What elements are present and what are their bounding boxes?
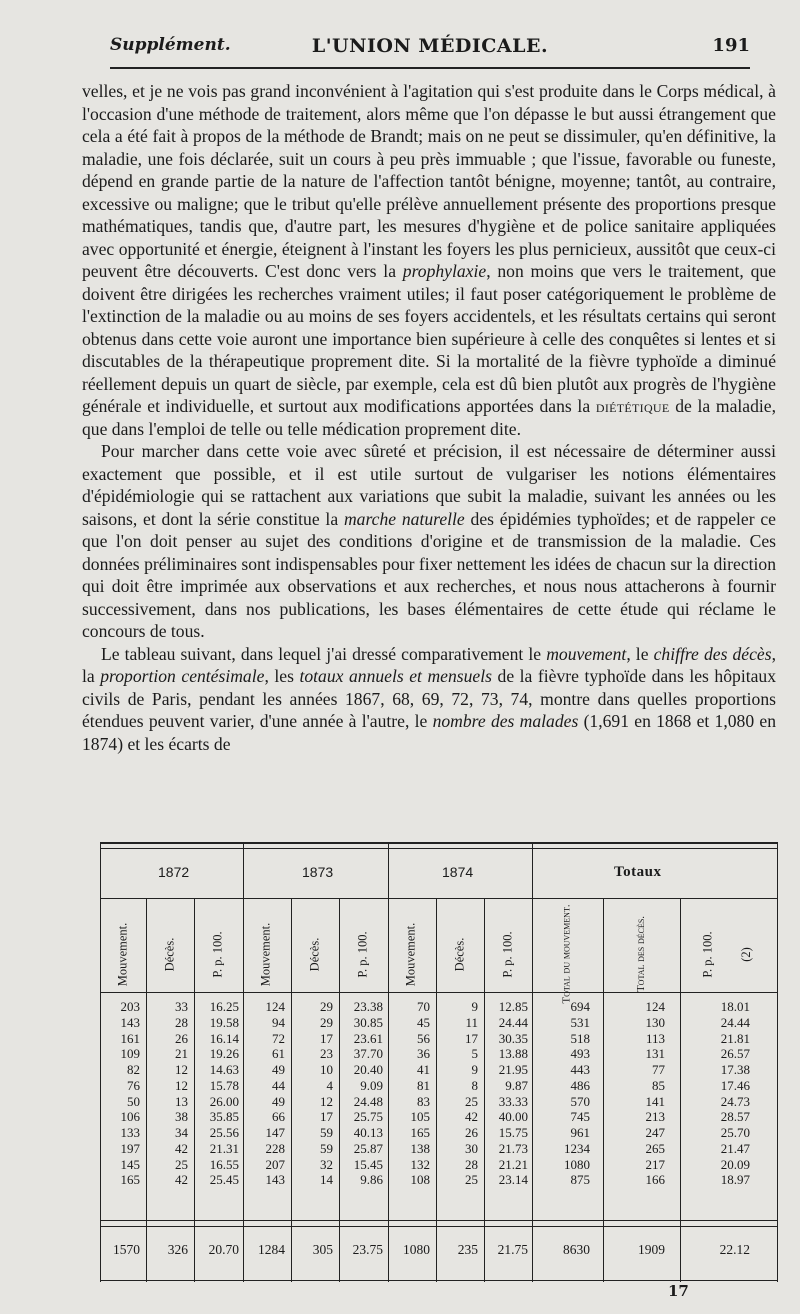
table-row [100, 1125, 778, 1141]
cell-mouvement-1872: 50 [127, 1093, 140, 1109]
cell-pp100-1872: 14.63 [209, 1062, 239, 1077]
table-top-rule-2 [100, 848, 778, 849]
paragraph-1: velles, et je ne vois pas grand inconvénient à l'agitation qui s'est produite dans le Corps médical, à l'occasion d'une méthode de traitement, alors même que l'on dépasse le but aussi étrangement que cela a été fait à propos de la méthode de Brandt; mais on ne peut se dissimuler, qu'en définitive, la maladie, une fois déclarée, suit un cours à peu près immuable ; que l'issue, favorable ou funeste, dépend en grande partie de la nature de l'affection tantôt bénigne, moyenne; tantôt, au contraire, excessive ou maligne; que le tribut qu'elle prélève annuellement présente des proportions presque mathématiques, tandis que, d'autre part, les mesures d'hygiène et de police sanitaire appliquées avec opportunité et énergie, éteignent à l'instant les foyers les plus pernicieux, aussitôt que ceux-ci peuvent être découverts. C'est donc vers la prophylaxie, non moins que vers le traitement, que doivent être dirigées les recherches vraiment utiles; il faut poser catégoriquement le problème de l'extinction de la maladie ou au moins de ses foyers accidentels, et les résultats certains qui seront obtenus dans cette voie auront une importance bien supérieure à celle des conquêtes si lentes et si discutables de la thérapeutique proprement dite. Si la mortalité de la fièvre typhoïde a diminué réellement depuis un quart de siècle, par exemple, cela est dû bien plutôt aux progrès de l'hygiène générale et individuelle, et surtout aux modifications apportées dans la diététique de la maladie, que dans l'emploi de telle ou telle médication proprement dite. [82, 81, 777, 439]
cell-pp100-1874: 21.73 [498, 1140, 528, 1156]
cell-pp100-total: 24.44 [720, 1014, 750, 1030]
table-bottom-rule [100, 1280, 778, 1281]
cell-mouvement-1873: 49 [272, 1062, 285, 1077]
cell-pp100-1873: 23.38 [353, 999, 383, 1014]
cell-mouvement-1873: 207 [265, 1156, 285, 1172]
cell-pp100-1873: 9.86 [360, 1172, 383, 1188]
cell-deces-1874: 25 [465, 1093, 478, 1109]
cell-mouvement-1874: 81 [417, 1077, 430, 1093]
cell-total-mouvement: 694 [570, 999, 590, 1014]
cell-deces-1872: 42 [175, 1172, 188, 1188]
cell-pp100-total: 17.38 [720, 1062, 750, 1077]
cell-deces-1873: 59 [320, 1140, 333, 1156]
cell-deces-1873: 17 [320, 1030, 333, 1046]
cell-pp100-1872: 16.14 [209, 1030, 239, 1046]
body-text [82, 80, 776, 755]
cell-deces-1873: 32 [320, 1156, 333, 1172]
paragraph-2: Pour marcher dans cette voie avec sûreté et précision, il est nécessaire de déterminer aussi exactement que possible, et il est utile surtout de vulgariser les notions élémentaires d'épidémiologie qui se rattachent aux variations que subit la maladie, suivant les années ou les saisons, et dont la série constitue la marche naturelle des épidémies typhoïdes; et de rappeler ce que l'on doit penser au sujet des conditions d'origine et de transmission de la maladie. Ces données préliminaires sont indispensables pour fixer nettement les idées de chacun sur la direction qui doit être imprimée aux observations et aux recherches, et nous nous attacherons à fournir successivement, dans nos publications, les bases élémentaires de cette étude qui réclame le concours de tous. [82, 441, 776, 641]
totals-row [100, 1238, 778, 1260]
cell-total-deces: 217 [645, 1156, 665, 1172]
table-row [100, 1094, 778, 1110]
cell-pp100-total: 24.73 [720, 1093, 750, 1109]
cell-pp100-total: 26.57 [720, 1046, 750, 1062]
cell-pp100-1872: 19.58 [209, 1014, 239, 1030]
subhead-deces-1872: Décès. [162, 937, 177, 971]
totals-rule [100, 1220, 778, 1221]
cell-deces-1872: 34 [175, 1125, 188, 1140]
cell-pp100-total: 21.47 [720, 1140, 750, 1156]
cell-total-mouvement: 570 [570, 1093, 590, 1109]
totaux-heading: Totaux [614, 864, 662, 880]
cell-deces-1872: 12 [175, 1062, 188, 1077]
header-rule [100, 898, 778, 899]
cell-total-deces: 247 [645, 1125, 665, 1140]
cell-deces-1874: 5 [471, 1046, 478, 1062]
cell-mouvement-1872: 143 [120, 1014, 140, 1030]
cell-mouvement-1872: 161 [120, 1030, 140, 1046]
running-header [110, 35, 750, 69]
year-1873: 1873 [302, 864, 334, 880]
cell-deces-1874: 42 [465, 1109, 478, 1125]
subhead-total-mouvement: Total du mouvement. [561, 904, 573, 1004]
cell-pp100-1873: 9.09 [360, 1077, 383, 1093]
table-row [100, 1062, 778, 1078]
table-row [100, 1031, 778, 1047]
cell-mouvement-1874: 165 [410, 1125, 430, 1140]
cell-pp100-1873: 20.40 [353, 1062, 383, 1077]
table-row [100, 1109, 778, 1125]
cell-total-mouvement: 745 [570, 1109, 590, 1125]
table-body [100, 999, 778, 1188]
subhead-pp100-total: P. p. 100. [700, 930, 715, 978]
subhead-total-deces: Total des décès. [635, 915, 648, 993]
cell-mouvement-1873: 49 [272, 1093, 285, 1109]
cell-pp100-1872: 16.55 [209, 1156, 239, 1172]
cell-pp100-total: 18.01 [720, 999, 750, 1014]
cell-pp100-1873: 25.87 [353, 1140, 383, 1156]
cell-total-mouvement: 518 [570, 1030, 590, 1046]
cell-deces-1872: 21 [175, 1046, 188, 1062]
section-label: Supplément. [110, 35, 231, 55]
cell-mouvement-1873: 61 [272, 1046, 285, 1062]
cell-pp100-1872: 19.26 [209, 1046, 239, 1062]
cell-pp100-1872: 25.45 [209, 1172, 239, 1188]
cell-pp100-1874: 12.85 [498, 999, 528, 1014]
subhead-note: (2) [738, 946, 753, 962]
cell-deces-1872: 42 [175, 1140, 188, 1156]
cell-mouvement-1873: 44 [272, 1077, 285, 1093]
paragraph-3: Le tableau suivant, dans lequel j'ai dressé comparativement le mouvement, le chiffre des décès, la proportion centésimale, les totaux annuels et mensuels de la fièvre typhoïde dans les hôpitaux civils de Paris, pendant les années 1867, 68, 69, 72, 73, 74, montre dans quelles proportions étendues peuvent varier, d'une année à l'autre, le nombre des malades (1,691 en 1868 et 1,080 en 1874) et les écarts de [82, 643, 777, 754]
cell-mouvement-1874: 83 [417, 1093, 430, 1109]
cell-deces-1872: 12 [175, 1077, 188, 1093]
cell-pp100-1874: 15.75 [498, 1125, 528, 1140]
cell-mouvement-1874: 105 [410, 1109, 430, 1125]
total-pp100-1872: 20.70 [208, 1242, 239, 1257]
cell-deces-1873: 29 [320, 1014, 333, 1030]
cell-pp100-total: 18.97 [720, 1172, 750, 1188]
subhead-mouvement-1872: Mouvement. [115, 922, 130, 986]
cell-pp100-1874: 21.21 [498, 1156, 528, 1172]
cell-total-deces: 85 [652, 1077, 665, 1093]
subhead-pp100-1874: P. p. 100. [500, 930, 515, 978]
cell-mouvement-1874: 132 [410, 1156, 430, 1172]
cell-deces-1873: 23 [320, 1046, 333, 1062]
cell-pp100-1873: 40.13 [353, 1125, 383, 1140]
cell-deces-1873: 12 [320, 1093, 333, 1109]
cell-mouvement-1874: 41 [417, 1062, 430, 1077]
cell-deces-1874: 8 [471, 1077, 478, 1093]
cell-total-deces: 265 [645, 1140, 665, 1156]
cell-mouvement-1874: 36 [417, 1046, 430, 1062]
cell-mouvement-1873: 94 [272, 1014, 285, 1030]
cell-mouvement-1874: 138 [410, 1140, 430, 1156]
cell-deces-1872: 13 [175, 1093, 188, 1109]
subhead-mouvement-1873: Mouvement. [258, 922, 273, 986]
cell-deces-1872: 28 [175, 1014, 188, 1030]
total-mouvement-1872: 1570 [113, 1242, 140, 1257]
cell-total-deces: 131 [645, 1046, 665, 1062]
total-pp100-1873: 23.75 [352, 1242, 383, 1257]
year-1874: 1874 [442, 864, 474, 880]
cell-pp100-1874: 9.87 [505, 1077, 528, 1093]
cell-deces-1874: 28 [465, 1156, 478, 1172]
cell-total-mouvement: 486 [570, 1077, 590, 1093]
cell-pp100-1873: 25.75 [353, 1109, 383, 1125]
cell-total-deces: 124 [645, 999, 665, 1014]
subhead-pp100-1872: P. p. 100. [210, 930, 225, 978]
cell-mouvement-1874: 108 [410, 1172, 430, 1188]
cell-deces-1874: 25 [465, 1172, 478, 1188]
total-deces-1874: 235 [457, 1242, 478, 1257]
total-mouvement-1873: 1284 [258, 1242, 285, 1257]
table-row [100, 1141, 778, 1157]
cell-total-mouvement: 493 [570, 1046, 590, 1062]
cell-mouvement-1873: 66 [272, 1109, 285, 1125]
journal-title: L'UNION MÉDICALE. [311, 35, 549, 57]
cell-deces-1874: 30 [465, 1140, 478, 1156]
cell-pp100-total: 20.09 [720, 1156, 750, 1172]
cell-pp100-1874: 40.00 [498, 1109, 528, 1125]
subhead-deces-1873: Décès. [307, 937, 322, 971]
subhead-deces-1874: Décès. [452, 937, 467, 971]
cell-deces-1873: 4 [326, 1077, 333, 1093]
cell-deces-1872: 38 [175, 1109, 188, 1125]
table-row [100, 1078, 778, 1094]
total-mouvement-1874: 1080 [403, 1242, 430, 1257]
cell-pp100-1874: 13.88 [498, 1046, 528, 1062]
page-number: 191 [712, 35, 750, 56]
total-deces-1873: 305 [312, 1242, 333, 1257]
cell-deces-1873: 17 [320, 1109, 333, 1125]
cell-mouvement-1872: 203 [120, 999, 140, 1014]
total-pp100-total: 22.12 [719, 1242, 750, 1257]
cell-mouvement-1872: 106 [120, 1109, 140, 1125]
table-row [100, 1015, 778, 1031]
cell-mouvement-1872: 145 [120, 1156, 140, 1172]
cell-pp100-1872: 15.78 [209, 1077, 239, 1093]
cell-total-mouvement: 531 [570, 1014, 590, 1030]
cell-deces-1874: 9 [471, 1062, 478, 1077]
cell-deces-1874: 11 [465, 1014, 478, 1030]
cell-deces-1874: 9 [471, 999, 478, 1014]
mortality-table [100, 842, 778, 1284]
cell-deces-1872: 26 [175, 1030, 188, 1046]
total-total-deces: 1909 [638, 1242, 665, 1257]
table-row [100, 1172, 778, 1188]
cell-pp100-1872: 21.31 [209, 1140, 239, 1156]
total-pp100-1874: 21.75 [497, 1242, 528, 1257]
cell-deces-1873: 29 [320, 999, 333, 1014]
cell-deces-1873: 10 [320, 1062, 333, 1077]
cell-pp100-total: 28.57 [720, 1109, 750, 1125]
cell-total-deces: 130 [645, 1014, 665, 1030]
total-deces-1872: 326 [167, 1242, 188, 1257]
cell-deces-1874: 26 [465, 1125, 478, 1140]
table-row [100, 1157, 778, 1173]
cell-total-mouvement: 961 [570, 1125, 590, 1140]
cell-mouvement-1874: 45 [417, 1014, 430, 1030]
subhead-pp100-1873: P. p. 100. [355, 930, 370, 978]
cell-total-mouvement: 875 [570, 1172, 590, 1188]
cell-pp100-total: 25.70 [720, 1125, 750, 1140]
cell-pp100-1872: 35.85 [209, 1109, 239, 1125]
table-row [100, 1046, 778, 1062]
cell-mouvement-1873: 143 [265, 1172, 285, 1188]
year-1872: 1872 [158, 864, 190, 880]
cell-mouvement-1873: 72 [272, 1030, 285, 1046]
cell-deces-1872: 25 [175, 1156, 188, 1172]
cell-mouvement-1872: 133 [120, 1125, 140, 1140]
cell-deces-1872: 33 [175, 999, 188, 1014]
cell-pp100-total: 17.46 [720, 1077, 750, 1093]
cell-total-mouvement: 1234 [564, 1140, 590, 1156]
total-total-mouvement: 8630 [563, 1242, 590, 1257]
cell-pp100-1873: 37.70 [353, 1046, 383, 1062]
cell-total-deces: 213 [645, 1109, 665, 1125]
cell-pp100-1874: 33.33 [498, 1093, 528, 1109]
table-row [100, 999, 778, 1015]
cell-total-deces: 77 [652, 1062, 665, 1077]
cell-pp100-1873: 30.85 [353, 1014, 383, 1030]
cell-mouvement-1872: 82 [127, 1062, 140, 1077]
cell-pp100-1872: 25.56 [209, 1125, 239, 1140]
cell-pp100-1873: 24.48 [353, 1093, 383, 1109]
cell-mouvement-1872: 109 [120, 1046, 140, 1062]
table-top-rule [100, 842, 778, 844]
cell-pp100-1873: 15.45 [353, 1156, 383, 1172]
cell-deces-1873: 14 [320, 1172, 333, 1188]
cell-mouvement-1872: 197 [120, 1140, 140, 1156]
cell-pp100-1874: 30.35 [498, 1030, 528, 1046]
cell-mouvement-1874: 70 [417, 999, 430, 1014]
cell-mouvement-1873: 228 [265, 1140, 285, 1156]
subhead-mouvement-1874: Mouvement. [403, 922, 418, 986]
cell-pp100-1874: 24.44 [498, 1014, 528, 1030]
cell-pp100-1874: 21.95 [498, 1062, 528, 1077]
cell-pp100-total: 21.81 [720, 1030, 750, 1046]
cell-mouvement-1872: 76 [127, 1077, 140, 1093]
cell-pp100-1874: 23.14 [498, 1172, 528, 1188]
cell-mouvement-1873: 147 [265, 1125, 285, 1140]
signature-mark: 17 [668, 1282, 689, 1300]
cell-total-mouvement: 1080 [564, 1156, 590, 1172]
cell-total-deces: 141 [645, 1093, 665, 1109]
cell-mouvement-1873: 124 [265, 999, 285, 1014]
totals-rule-2 [100, 1226, 778, 1227]
cell-deces-1873: 59 [320, 1125, 333, 1140]
cell-pp100-1873: 23.61 [353, 1030, 383, 1046]
cell-pp100-1872: 26.00 [209, 1093, 239, 1109]
cell-mouvement-1874: 56 [417, 1030, 430, 1046]
cell-total-deces: 113 [645, 1030, 665, 1046]
cell-mouvement-1872: 165 [120, 1172, 140, 1188]
cell-total-deces: 166 [645, 1172, 665, 1188]
cell-pp100-1872: 16.25 [209, 999, 239, 1014]
cell-total-mouvement: 443 [570, 1062, 590, 1077]
cell-deces-1874: 17 [465, 1030, 478, 1046]
